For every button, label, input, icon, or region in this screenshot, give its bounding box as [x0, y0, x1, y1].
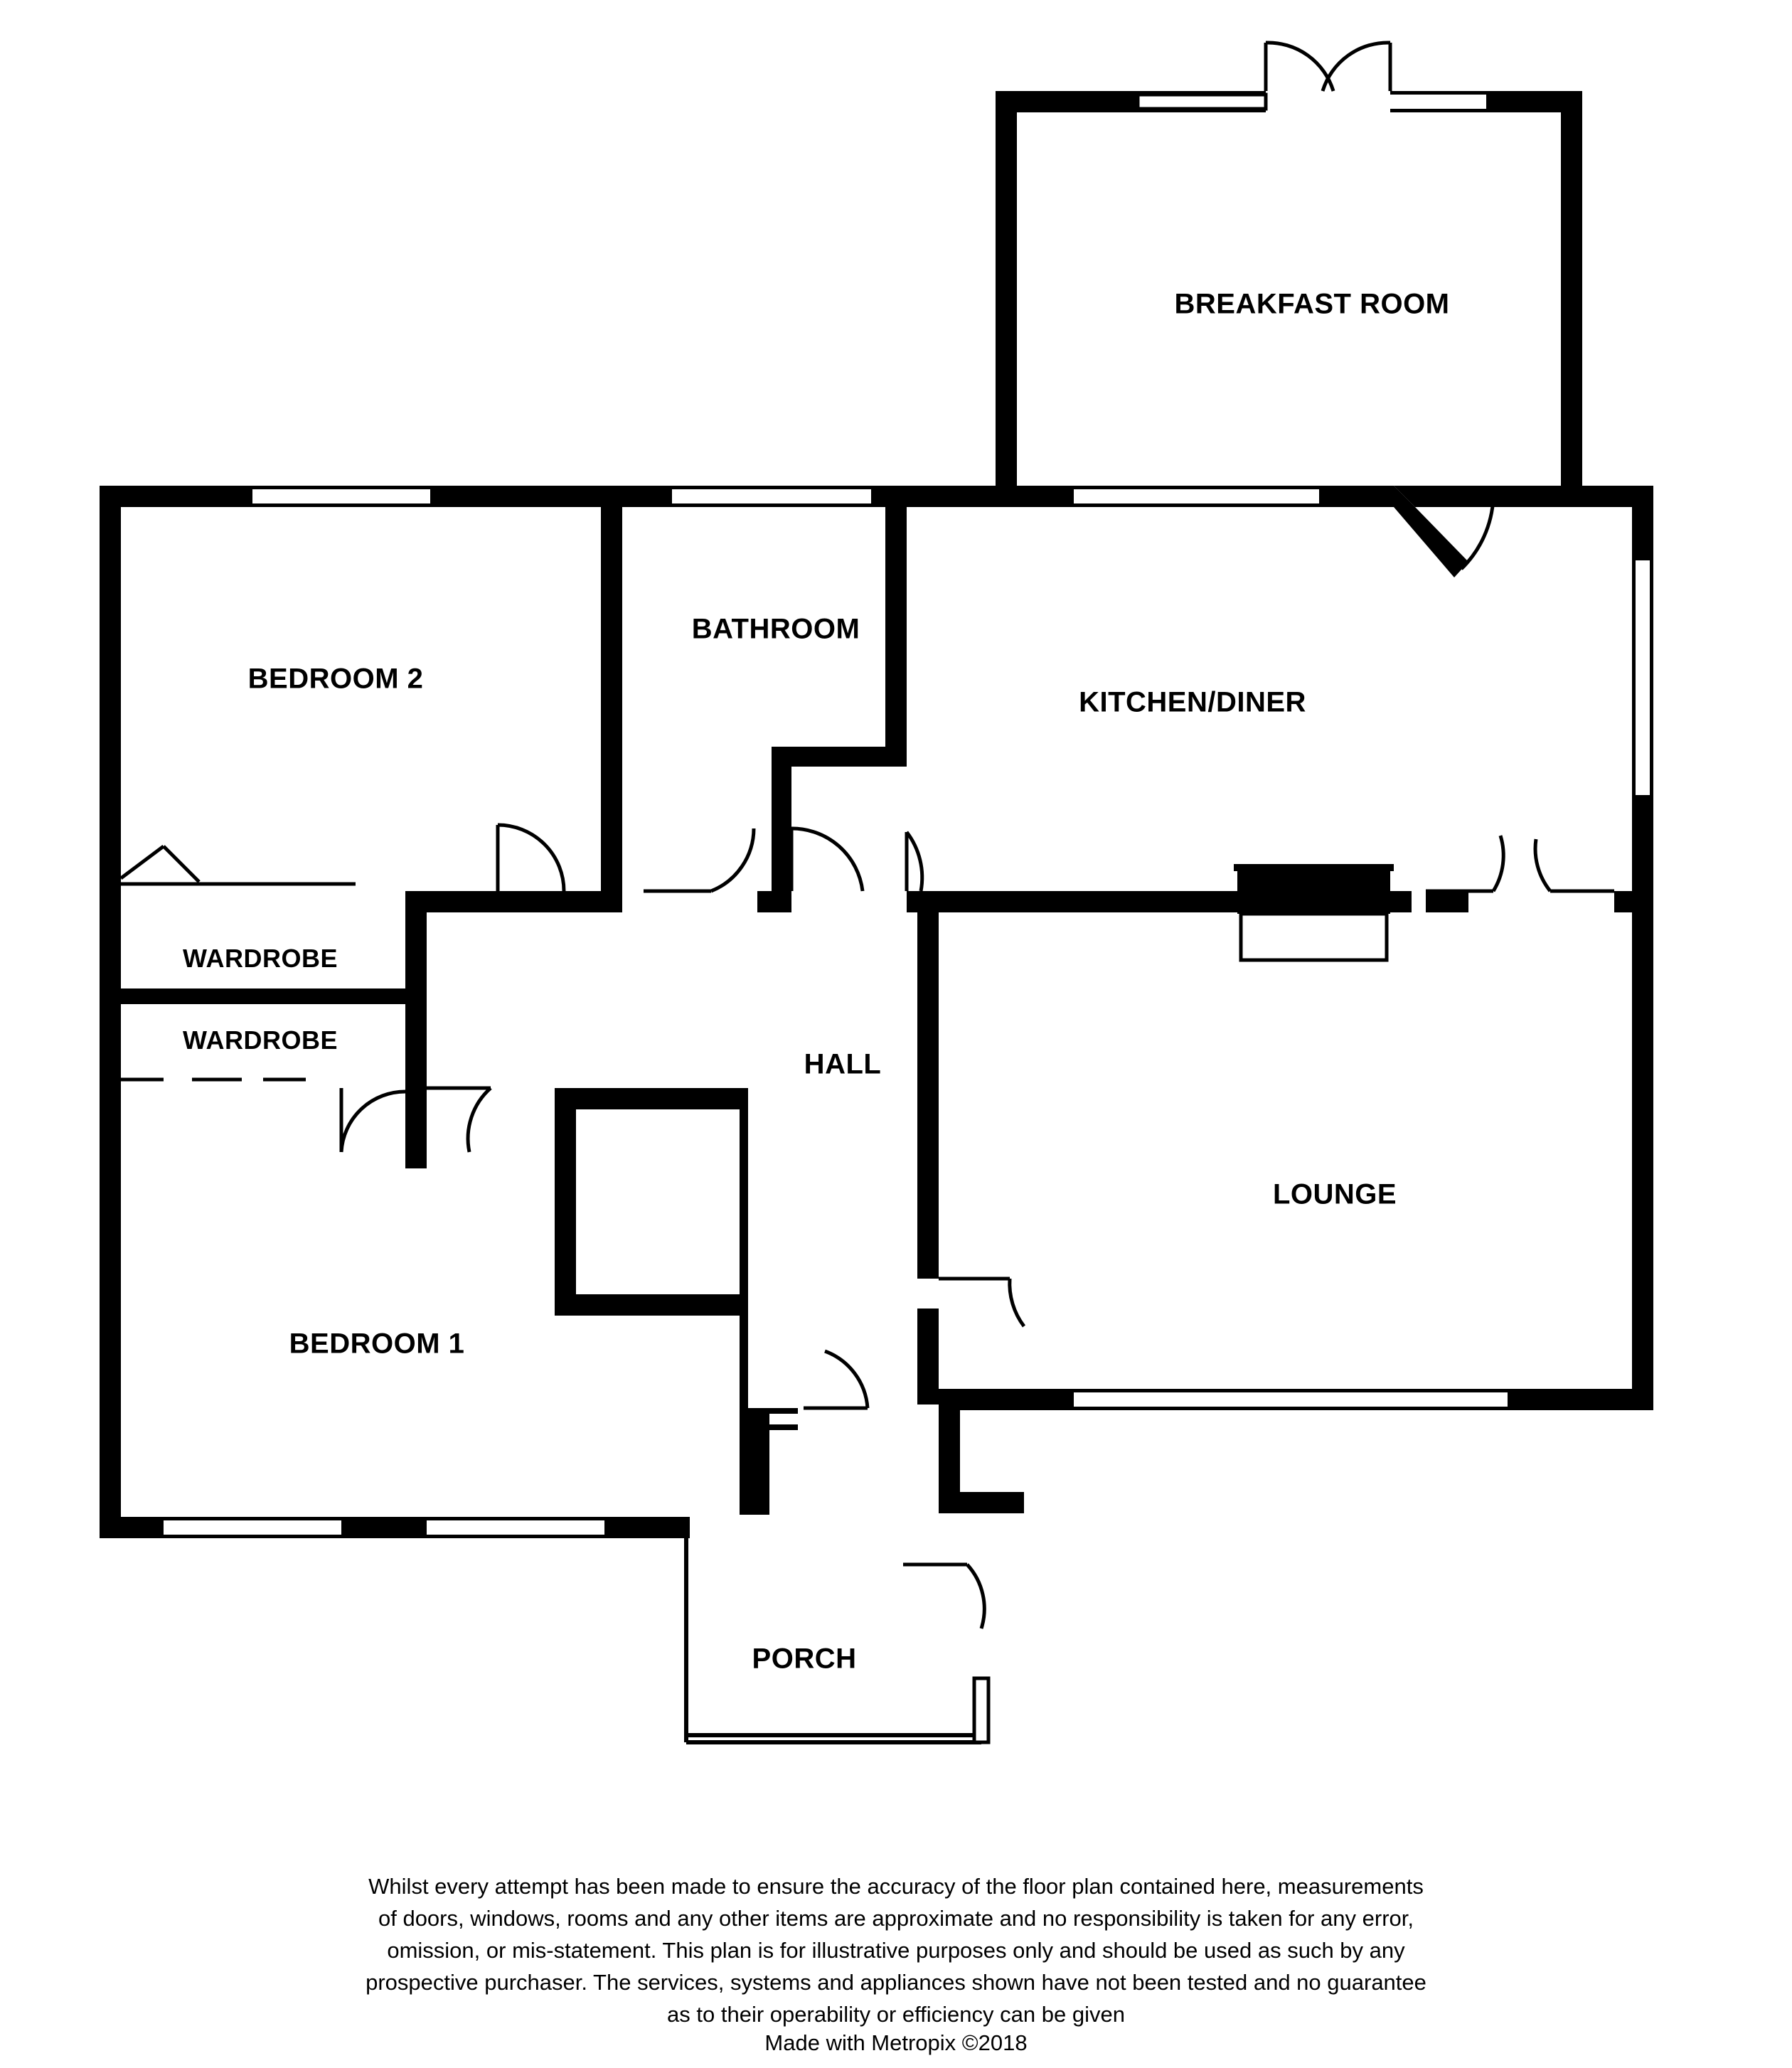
room-label-kitchen-diner: KITCHEN/DINER: [1079, 686, 1306, 718]
main-outer-walls: [100, 486, 1653, 1538]
breakfast-room-patio-doors: [1266, 43, 1390, 91]
room-label-wardrobe-upper: WARDROBE: [183, 944, 338, 973]
kitchen-angled-wall: [1394, 486, 1493, 577]
disclaimer-text: [0, 1870, 1792, 2030]
disclaimer-line-5: as to their operability or efficiency can be given: [667, 2002, 1125, 2027]
room-label-lounge: LOUNGE: [1272, 1178, 1397, 1210]
internal-walls: [121, 486, 1653, 1515]
disclaimer-line-3: omission, or mis-statement. This plan is for illustrative purposes only and should be used as such by any: [387, 1938, 1405, 1963]
disclaimer-line-4: prospective purchaser. The services, systems and appliances shown have not been tested and no guarantee: [366, 1970, 1426, 1995]
door-swings: [121, 825, 1614, 1629]
porch-door-jamb: [974, 1678, 988, 1742]
room-label-breakfast-room: BREAKFAST ROOM: [1174, 288, 1450, 320]
room-label-bathroom: BATHROOM: [691, 613, 860, 645]
room-label-hall: HALL: [804, 1048, 882, 1080]
disclaimer-line-2: of doors, windows, rooms and any other items are approximate and no responsibility is taken for any error,: [378, 1906, 1414, 1931]
room-label-wardrobe-lower: WARDROBE: [183, 1025, 338, 1055]
room-label-bedroom-1: BEDROOM 1: [289, 1328, 465, 1360]
porch-walls: [686, 1538, 981, 1742]
breakfast-room-door: [1461, 498, 1493, 569]
room-label-porch: PORCH: [752, 1643, 857, 1675]
kitchen-hob-appliance: [1234, 864, 1394, 960]
disclaimer-line-1: Whilst every attempt has been made to ensure the accuracy of the floor plan contained here, measurements: [368, 1874, 1424, 1899]
metropix-credit: Made with Metropix ©2018: [764, 2030, 1028, 2055]
room-label-bedroom-2: BEDROOM 2: [247, 663, 424, 695]
